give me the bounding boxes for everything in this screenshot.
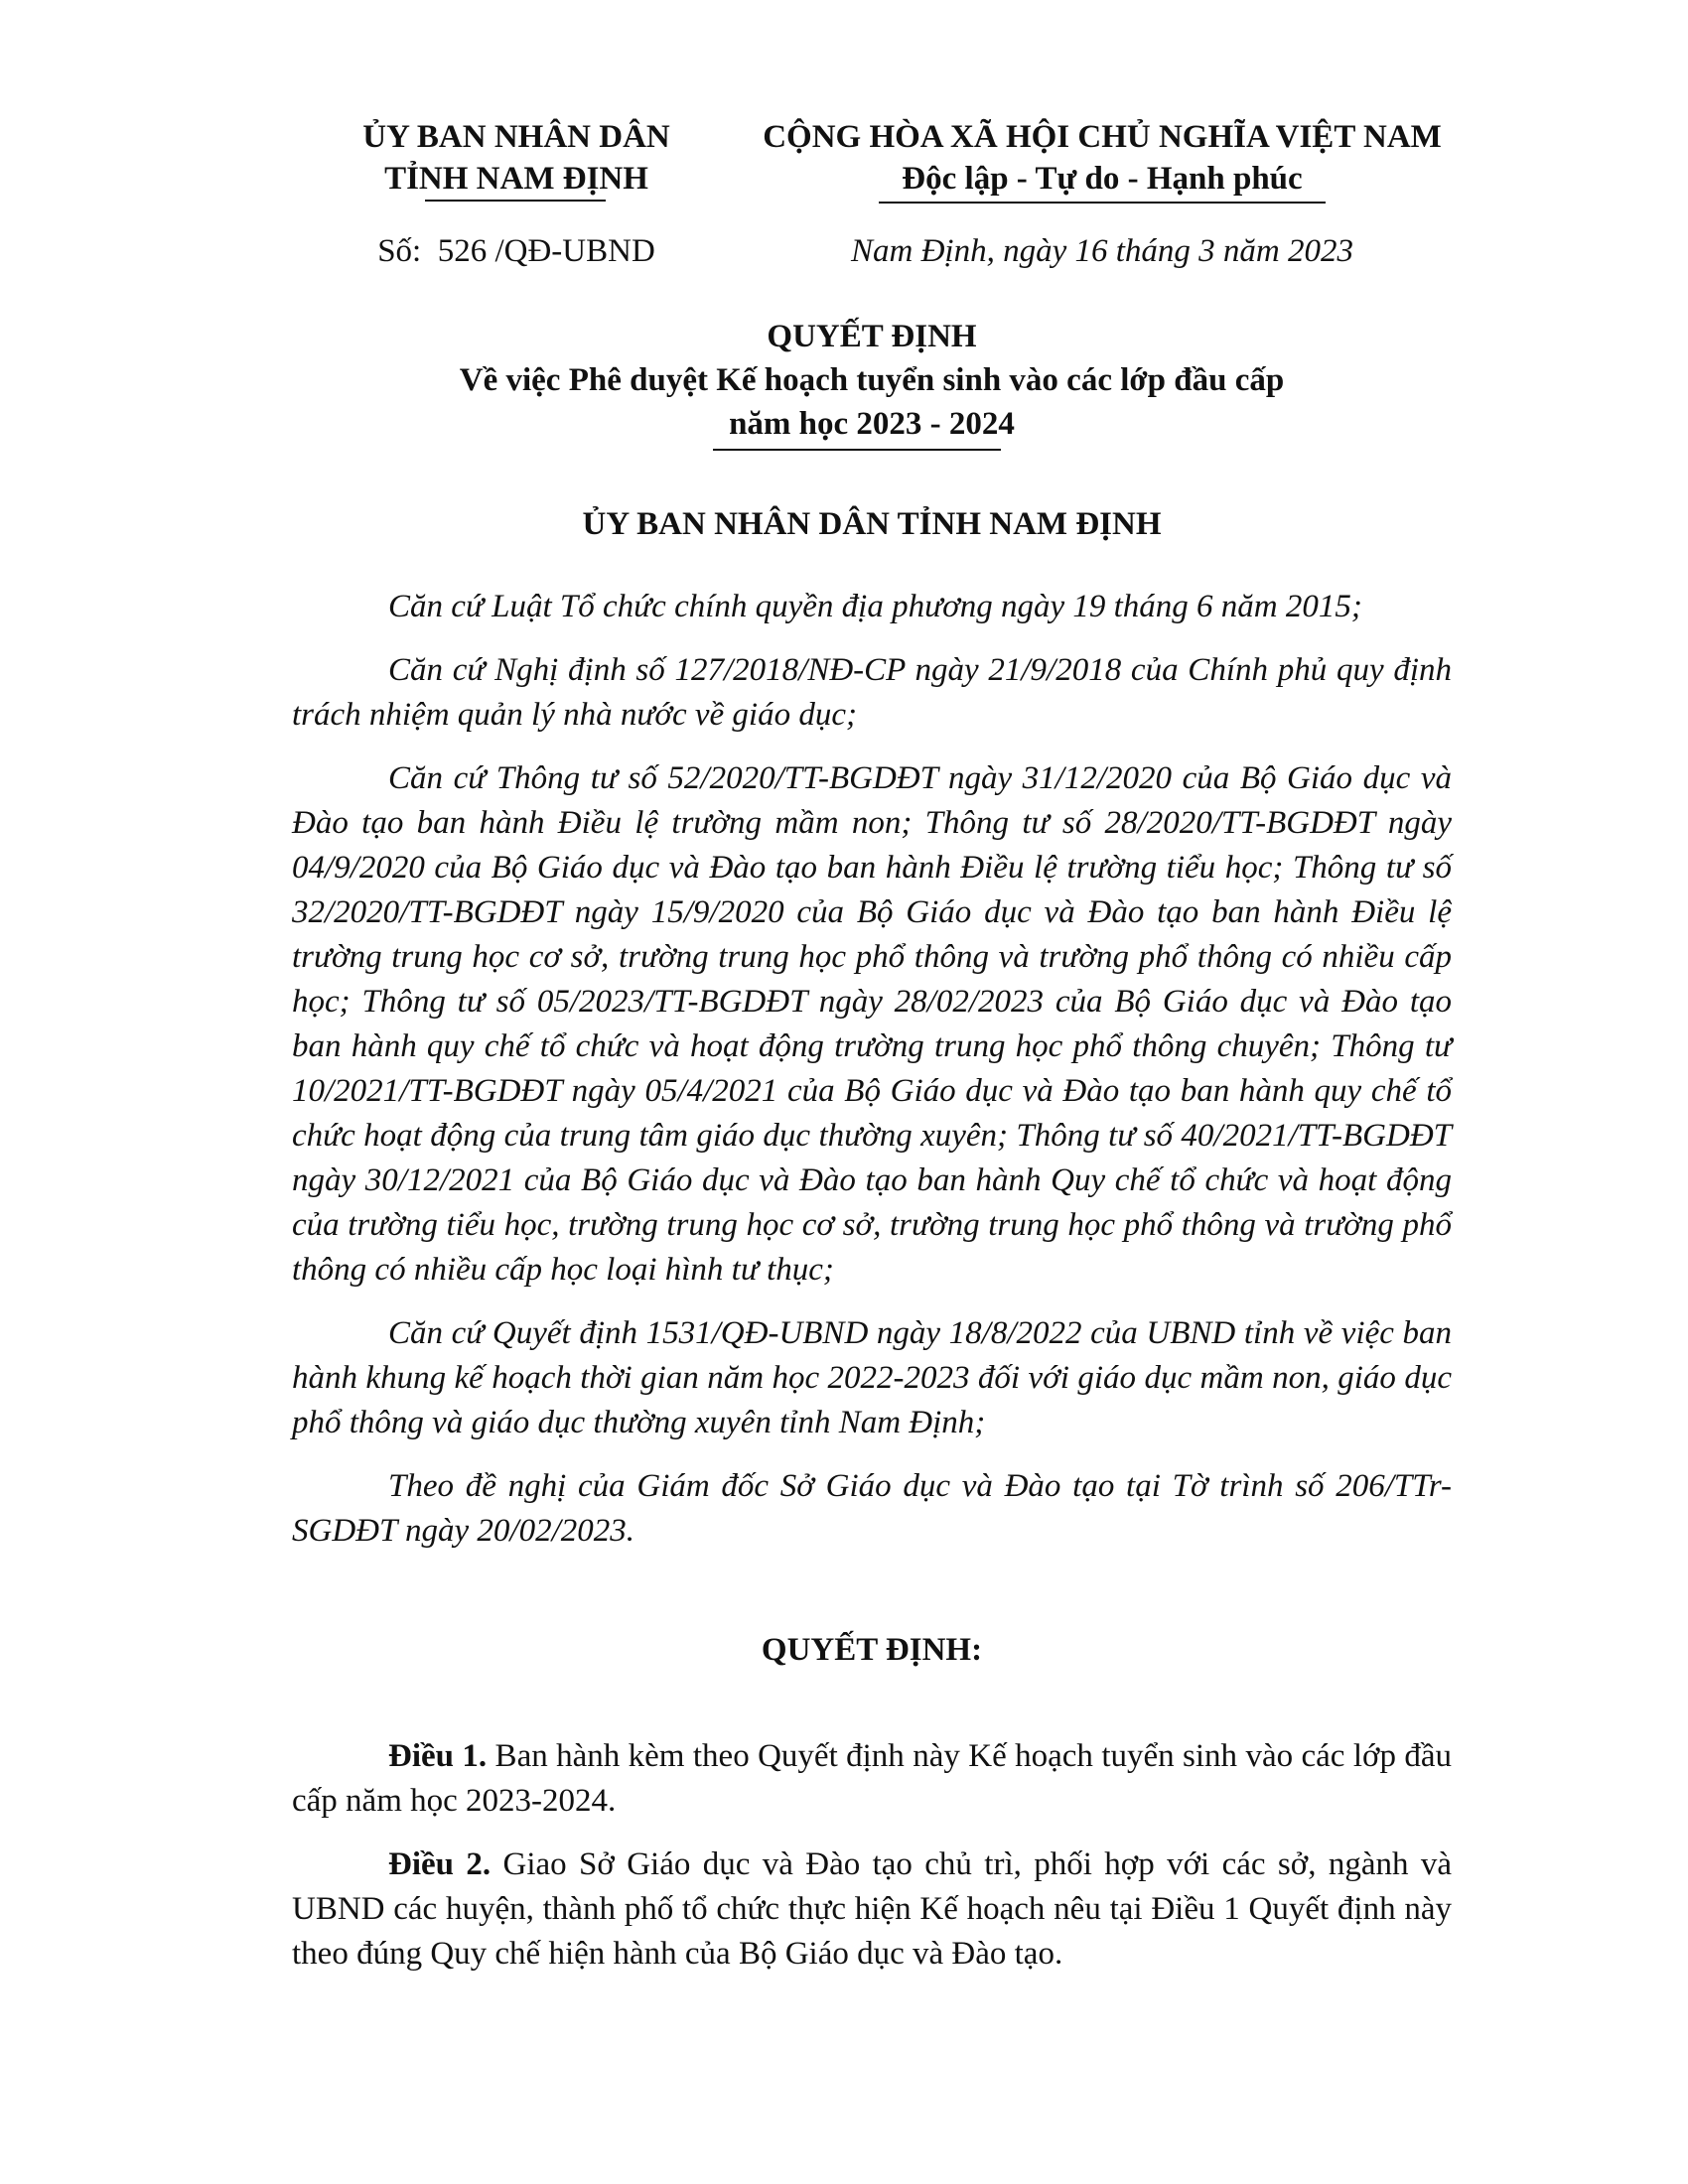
articles	[292, 1734, 1452, 1977]
agency-underline	[425, 200, 606, 202]
document-subject-line1: Về việc Phê duyệt Kế hoạch tuyển sinh vào các lớp đầu cấp	[459, 362, 1285, 398]
article-1-text: Ban hành kèm theo Quyết định này Kế hoạch tuyển sinh vào các lớp đầu cấp năm học 2023-2024.	[292, 1738, 1452, 1819]
agency-name-line2: TỈNH NAM ĐỊNH	[384, 161, 648, 197]
document-number: Số: 526 /QĐ-UBND	[377, 233, 655, 269]
nation-motto: Độc lập - Tự do - Hạnh phúc	[902, 161, 1303, 197]
document-subject-line2: năm học 2023 - 2024	[729, 406, 1015, 442]
article-2	[292, 1843, 1452, 1977]
decision-heading: QUYẾT ĐỊNH:	[761, 1632, 983, 1668]
issuing-authority: ỦY BAN NHÂN DÂN TỈNH NAM ĐỊNH	[582, 506, 1162, 542]
article-2-text: Giao Sở Giáo dục và Đào tạo chủ trì, phối hợp với các sở, ngành và UBND các huyện, thành phố tổ chức thực hiện Kế hoạch nêu tại Điều 1 Quyết định này theo đúng Quy chế hiện hành của Bộ Giáo dục và Đào tạo.	[292, 1846, 1452, 1972]
article-2-label: Điều 2.	[388, 1846, 492, 1882]
legal-basis-5: Theo đề nghị của Giám đốc Sở Giáo dục và Đào tạo tại Tờ trình số 206/TTr-SGDĐT ngày 20/02/2023.	[292, 1468, 1452, 1549]
document-type: QUYẾT ĐỊNH	[767, 319, 977, 354]
legal-basis-2: Căn cứ Nghị định số 127/2018/NĐ-CP ngày 21/9/2018 của Chính phủ quy định trách nhiệm quản lý nhà nước về giáo dục;	[292, 652, 1452, 733]
article-1	[292, 1734, 1452, 1824]
place-and-date: Nam Định, ngày 16 tháng 3 năm 2023	[851, 233, 1353, 269]
article-1-label: Điều 1.	[388, 1738, 488, 1774]
legal-basis-3: Căn cứ Thông tư số 52/2020/TT-BGDĐT ngày 31/12/2020 của Bộ Giáo dục và Đào tạo ban hành Điều lệ trường mầm non; Thông tư số 28/2020/TT-BGDĐT ngày 04/9/2020 của Bộ Giáo dục và Đào tạo ban hành Điều lệ trường tiểu học; Thông tư số 32/2020/TT-BGDĐT ngày 15/9/2020 của Bộ Giáo dục và Đào tạo ban hành Điều lệ trường trung học cơ sở, trường trung học phổ thông và trường phổ thông có nhiều cấp học; Thông tư số 05/2023/TT-BGDĐT ngày 28/02/2023 của Bộ Giáo dục và Đào tạo ban hành quy chế tổ chức và hoạt động trường trung học phổ thông chuyên; Thông tư 10/2021/TT-BGDĐT ngày 05/4/2021 của Bộ Giáo dục và Đào tạo ban hành quy chế tổ chức hoạt động của trung tâm giáo dục thường xuyên; Thông tư số 40/2021/TT-BGDĐT ngày 30/12/2021 của Bộ Giáo dục và Đào tạo ban hành Quy chế tổ chức và hoạt động của trường tiểu học, trường trung học cơ sở, trường trung học phổ thông và trường phổ thông có nhiều cấp học loại hình tư thục;	[292, 760, 1452, 1288]
motto-underline	[879, 202, 1326, 204]
legal-bases	[292, 585, 1452, 1554]
title-underline	[713, 449, 1001, 451]
agency-name-line1: ỦY BAN NHÂN DÂN	[362, 119, 670, 155]
legal-basis-1: Căn cứ Luật Tổ chức chính quyền địa phương ngày 19 tháng 6 năm 2015;	[388, 589, 1362, 624]
legal-basis-4: Căn cứ Quyết định 1531/QĐ-UBND ngày 18/8/2022 của UBND tỉnh về việc ban hành khung kế hoạch thời gian năm học 2022-2023 đối với giáo dục mầm non, giáo dục phổ thông và giáo dục thường xuyên tỉnh Nam Định;	[292, 1315, 1452, 1440]
nation-name: CỘNG HÒA XÃ HỘI CHỦ NGHĨA VIỆT NAM	[763, 119, 1442, 155]
